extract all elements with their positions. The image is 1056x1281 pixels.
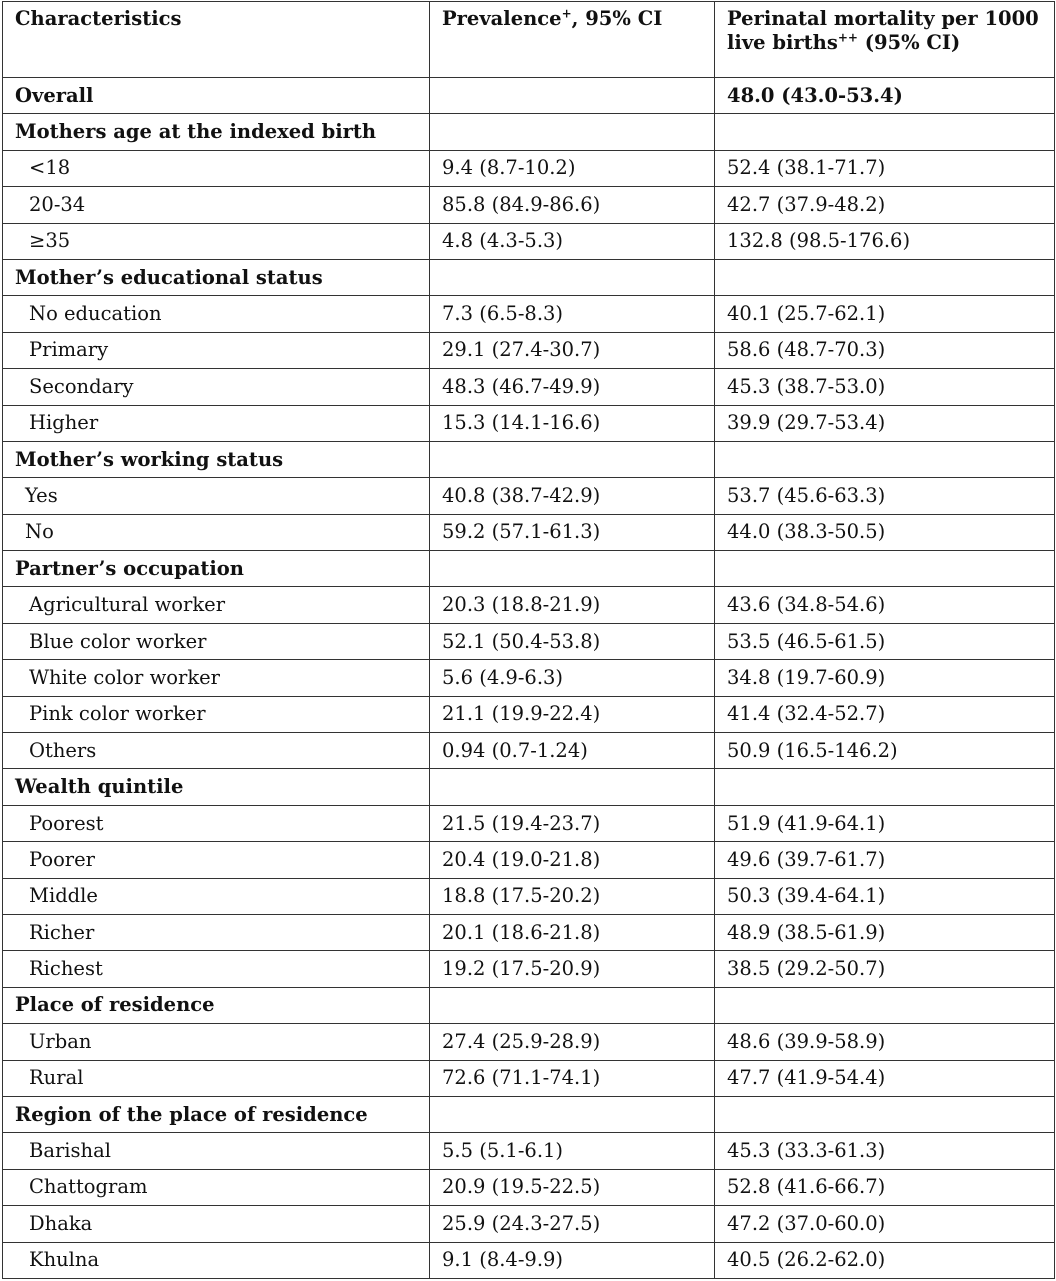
perinatal-mortality-cell: 52.4 (38.1-71.7) xyxy=(715,150,1055,186)
perinatal-mortality-cell: 52.8 (41.6-66.7) xyxy=(715,1169,1055,1205)
perinatal-mortality-cell: 58.6 (48.7-70.3) xyxy=(715,332,1055,368)
characteristic-cell: Poorer xyxy=(3,842,430,878)
perinatal-mortality-cell: 45.3 (38.7-53.0) xyxy=(715,369,1055,405)
perinatal-mortality-cell: 44.0 (38.3-50.5) xyxy=(715,514,1055,550)
prevalence-cell: 25.9 (24.3-27.5) xyxy=(430,1206,715,1242)
group-label-cell: Place of residence xyxy=(3,987,430,1023)
perinatal-mortality-cell: 50.9 (16.5-146.2) xyxy=(715,733,1055,769)
characteristic-cell: Poorest xyxy=(3,805,430,841)
perinatal-mortality-cell xyxy=(715,769,1055,805)
table-row xyxy=(3,1206,1055,1242)
characteristic-cell: Rural xyxy=(3,1060,430,1096)
perinatal-mortality-cell: 132.8 (98.5-176.6) xyxy=(715,223,1055,259)
characteristic-cell: Richest xyxy=(3,951,430,987)
characteristic-cell: Khulna xyxy=(3,1242,430,1278)
prevalence-cell xyxy=(430,769,715,805)
characteristic-cell: ≥35 xyxy=(3,223,430,259)
perinatal-mortality-cell: 53.7 (45.6-63.3) xyxy=(715,478,1055,514)
table-row xyxy=(3,514,1055,550)
characteristic-cell: Primary xyxy=(3,332,430,368)
table-group-row xyxy=(3,441,1055,477)
characteristic-cell: No education xyxy=(3,296,430,332)
header-prevalence: Prevalence+, 95% CI xyxy=(430,2,715,78)
perinatal-mortality-cell: 48.9 (38.5-61.9) xyxy=(715,914,1055,950)
perinatal-mortality-cell: 51.9 (41.9-64.1) xyxy=(715,805,1055,841)
characteristic-cell: 20-34 xyxy=(3,187,430,223)
table-row xyxy=(3,733,1055,769)
table-group-row xyxy=(3,551,1055,587)
characteristics-table xyxy=(2,1,1055,1279)
perinatal-mortality-cell xyxy=(715,551,1055,587)
prevalence-cell xyxy=(430,551,715,587)
perinatal-mortality-cell: 43.6 (34.8-54.6) xyxy=(715,587,1055,623)
perinatal-mortality-cell xyxy=(715,259,1055,295)
characteristic-cell: Chattogram xyxy=(3,1169,430,1205)
perinatal-mortality-cell: 50.3 (39.4-64.1) xyxy=(715,878,1055,914)
table-group-row xyxy=(3,78,1055,114)
perinatal-mortality-cell: 42.7 (37.9-48.2) xyxy=(715,187,1055,223)
perinatal-mortality-cell xyxy=(715,987,1055,1023)
prevalence-cell: 48.3 (46.7-49.9) xyxy=(430,369,715,405)
prevalence-cell: 21.1 (19.9-22.4) xyxy=(430,696,715,732)
characteristic-cell: Dhaka xyxy=(3,1206,430,1242)
prevalence-cell: 20.4 (19.0-21.8) xyxy=(430,842,715,878)
characteristic-cell: Higher xyxy=(3,405,430,441)
prevalence-cell xyxy=(430,78,715,114)
prevalence-cell: 7.3 (6.5-8.3) xyxy=(430,296,715,332)
perinatal-mortality-cell: 38.5 (29.2-50.7) xyxy=(715,951,1055,987)
prevalence-cell: 59.2 (57.1-61.3) xyxy=(430,514,715,550)
characteristic-cell: Middle xyxy=(3,878,430,914)
prevalence-cell: 85.8 (84.9-86.6) xyxy=(430,187,715,223)
prevalence-cell: 4.8 (4.3-5.3) xyxy=(430,223,715,259)
table-row xyxy=(3,150,1055,186)
table-group-row xyxy=(3,987,1055,1023)
prevalence-cell: 40.8 (38.7-42.9) xyxy=(430,478,715,514)
table-group-row xyxy=(3,769,1055,805)
prevalence-cell: 15.3 (14.1-16.6) xyxy=(430,405,715,441)
table-row xyxy=(3,369,1055,405)
group-label-cell: Mother’s working status xyxy=(3,441,430,477)
perinatal-mortality-cell: 49.6 (39.7-61.7) xyxy=(715,842,1055,878)
table-row xyxy=(3,1169,1055,1205)
table-row xyxy=(3,332,1055,368)
perinatal-mortality-cell: 40.1 (25.7-62.1) xyxy=(715,296,1055,332)
characteristic-cell: Yes xyxy=(3,478,430,514)
table-row xyxy=(3,1133,1055,1169)
prevalence-cell: 9.1 (8.4-9.9) xyxy=(430,1242,715,1278)
perinatal-mortality-cell: 48.0 (43.0-53.4) xyxy=(715,78,1055,114)
perinatal-mortality-cell: 41.4 (32.4-52.7) xyxy=(715,696,1055,732)
group-label-cell: Overall xyxy=(3,78,430,114)
perinatal-mortality-cell: 34.8 (19.7-60.9) xyxy=(715,660,1055,696)
table-row xyxy=(3,187,1055,223)
table-row xyxy=(3,223,1055,259)
table-row xyxy=(3,623,1055,659)
table-body xyxy=(3,78,1055,1279)
characteristic-cell: No xyxy=(3,514,430,550)
perinatal-mortality-cell xyxy=(715,441,1055,477)
characteristic-cell: <18 xyxy=(3,150,430,186)
table-row xyxy=(3,914,1055,950)
prevalence-cell xyxy=(430,441,715,477)
table-row xyxy=(3,805,1055,841)
group-label-cell: Partner’s occupation xyxy=(3,551,430,587)
prevalence-cell: 0.94 (0.7-1.24) xyxy=(430,733,715,769)
prevalence-cell: 20.9 (19.5-22.5) xyxy=(430,1169,715,1205)
group-label-cell: Mothers age at the indexed birth xyxy=(3,114,430,150)
perinatal-mortality-cell: 40.5 (26.2-62.0) xyxy=(715,1242,1055,1278)
prevalence-cell: 20.1 (18.6-21.8) xyxy=(430,914,715,950)
characteristic-cell: Urban xyxy=(3,1024,430,1060)
characteristic-cell: Richer xyxy=(3,914,430,950)
table-row xyxy=(3,296,1055,332)
perinatal-mortality-cell xyxy=(715,114,1055,150)
perinatal-mortality-cell: 48.6 (39.9-58.9) xyxy=(715,1024,1055,1060)
group-label-cell: Wealth quintile xyxy=(3,769,430,805)
prevalence-cell: 52.1 (50.4-53.8) xyxy=(430,623,715,659)
prevalence-cell: 19.2 (17.5-20.9) xyxy=(430,951,715,987)
prevalence-cell: 5.5 (5.1-6.1) xyxy=(430,1133,715,1169)
prevalence-cell: 9.4 (8.7-10.2) xyxy=(430,150,715,186)
table-header-row xyxy=(3,2,1055,78)
prevalence-cell: 18.8 (17.5-20.2) xyxy=(430,878,715,914)
prevalence-cell xyxy=(430,1096,715,1132)
perinatal-mortality-cell: 53.5 (46.5-61.5) xyxy=(715,623,1055,659)
prevalence-cell xyxy=(430,114,715,150)
perinatal-mortality-cell: 39.9 (29.7-53.4) xyxy=(715,405,1055,441)
prevalence-cell: 72.6 (71.1-74.1) xyxy=(430,1060,715,1096)
table-row xyxy=(3,478,1055,514)
perinatal-mortality-cell: 45.3 (33.3-61.3) xyxy=(715,1133,1055,1169)
characteristic-cell: Barishal xyxy=(3,1133,430,1169)
table-group-row xyxy=(3,114,1055,150)
characteristic-cell: Blue color worker xyxy=(3,623,430,659)
table-row xyxy=(3,951,1055,987)
characteristic-cell: Pink color worker xyxy=(3,696,430,732)
table-row xyxy=(3,405,1055,441)
prevalence-cell: 21.5 (19.4-23.7) xyxy=(430,805,715,841)
perinatal-mortality-cell: 47.2 (37.0-60.0) xyxy=(715,1206,1055,1242)
characteristic-cell: Others xyxy=(3,733,430,769)
header-characteristics: Characteristics xyxy=(3,2,430,78)
group-label-cell: Mother’s educational status xyxy=(3,259,430,295)
table-row xyxy=(3,842,1055,878)
table-row xyxy=(3,878,1055,914)
perinatal-mortality-cell: 47.7 (41.9-54.4) xyxy=(715,1060,1055,1096)
header-perinatal-mortality: Perinatal mortality per 1000 live births++ (95% CI) xyxy=(715,2,1055,78)
characteristic-cell: Secondary xyxy=(3,369,430,405)
table-row xyxy=(3,696,1055,732)
characteristic-cell: White color worker xyxy=(3,660,430,696)
prevalence-cell: 29.1 (27.4-30.7) xyxy=(430,332,715,368)
characteristic-cell: Agricultural worker xyxy=(3,587,430,623)
table-row xyxy=(3,1242,1055,1278)
perinatal-mortality-cell xyxy=(715,1096,1055,1132)
prevalence-cell: 27.4 (25.9-28.9) xyxy=(430,1024,715,1060)
prevalence-cell: 20.3 (18.8-21.9) xyxy=(430,587,715,623)
table-group-row xyxy=(3,1096,1055,1132)
table-row xyxy=(3,1060,1055,1096)
prevalence-cell: 5.6 (4.9-6.3) xyxy=(430,660,715,696)
prevalence-cell xyxy=(430,987,715,1023)
table-row xyxy=(3,587,1055,623)
table-group-row xyxy=(3,259,1055,295)
group-label-cell: Region of the place of residence xyxy=(3,1096,430,1132)
prevalence-cell xyxy=(430,259,715,295)
table-row xyxy=(3,660,1055,696)
table-row xyxy=(3,1024,1055,1060)
